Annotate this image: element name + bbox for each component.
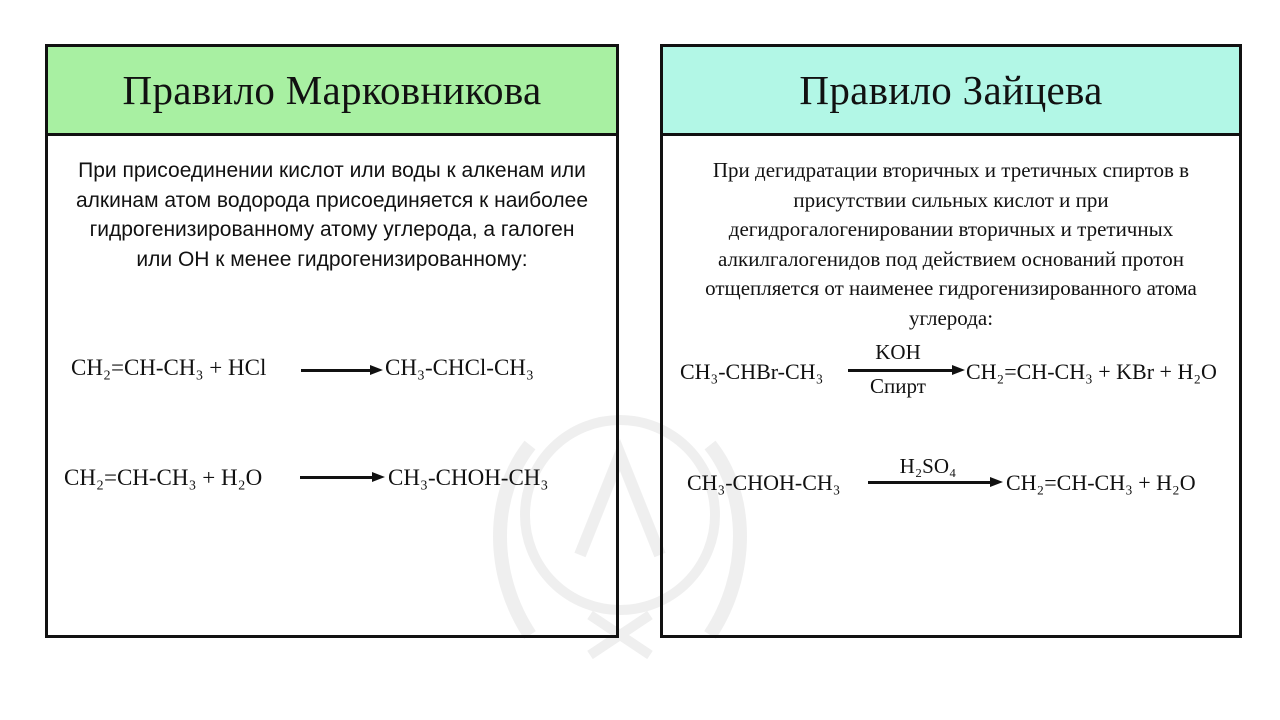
zaitsev-description: При дегидратации вторичных и третичных спиртов в присутствии сильных кислот и при дегидрогалогенировании вторичных и третичных алкилгалогенидов под действием оснований протон отщепляется от наименее гидрогенизированного атома углерода: [705,158,1197,330]
zaitsev-reaction2-arrow [868,481,991,484]
zaitsev-reaction1-reagent-below: Спирт [870,374,926,398]
zaitsev-title: Правило Зайцева [663,47,1239,136]
zaitsev-reaction1-reactant: CH₃-CHBr-CH₃ [680,359,824,384]
zaitsev-reaction2-reagent-above: H₂SO₄ [899,454,957,478]
markovnikov-reaction1-reactants: CH₂=CH-CH₃ + HCl [71,355,267,380]
zaitsev-reaction1-products: CH₂=CH-CH₃ + KBr + H₂O [966,359,1217,384]
zaitsev-reaction1-reagent-above: KOH [875,340,921,364]
markovnikov-reaction2-product: CH₃-CHOH-CH₃ [388,465,549,490]
zaitsev-reaction2-reactant: CH₃-CHOH-CH₃ [687,470,841,495]
markovnikov-reaction1-arrow [301,369,371,372]
zaitsev-card [660,44,1242,638]
zaitsev-reaction2-products: CH₂=CH-CH₃ + H₂O [1006,470,1196,495]
markovnikov-title: Правило Марковникова [48,47,616,136]
markovnikov-reaction2-reactants: CH₂=CH-CH₃ + H₂O [64,465,263,490]
markovnikov-reaction2-arrow [300,476,373,479]
markovnikov-description: При присоединении кислот или воды к алкенам или алкинам атом водорода присоединяется к наиболее гидрогенизированному атому углерода, а галоген или ОН к менее гидрогенизированному: [75,159,588,271]
markovnikov-reaction1-product: CH₃-CHCl-CH₃ [385,355,534,380]
markovnikov-card [45,44,619,638]
zaitsev-reaction1-arrow [848,369,953,372]
